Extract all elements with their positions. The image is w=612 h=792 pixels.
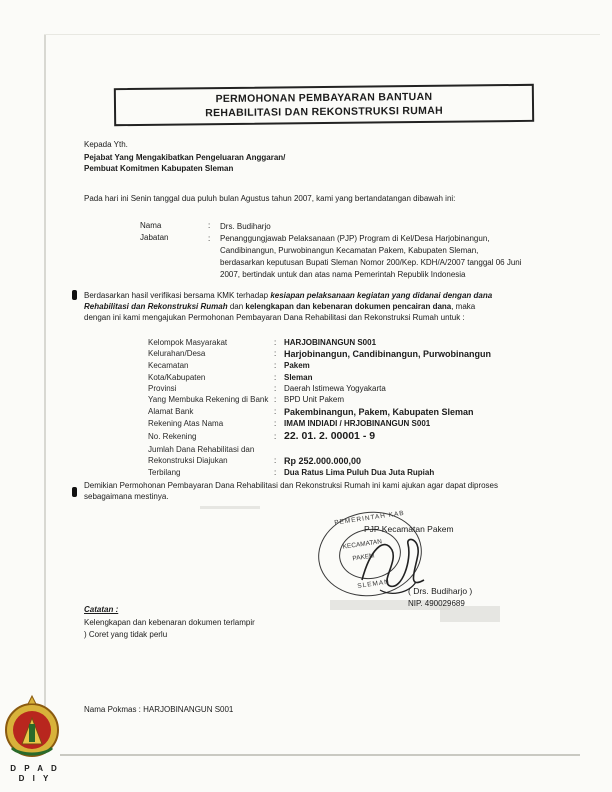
detail-label: Kota/Kabupaten [148,373,206,382]
detail-label: Provinsi [148,384,177,393]
terbilang-value: Dua Ratus Lima Puluh Dua Juta Rupiah [284,468,435,477]
dpad-label [10,764,60,784]
detail-label: No. Rekening [148,432,197,441]
detail-value: Pakembinangun, Pakem, Kabupaten Sleman [284,407,474,417]
page-top-edge [44,34,600,35]
verification-emphasis: Rehabilitasi dan Rekonstruksi Rumah [84,302,228,311]
detail-colon: : [274,349,277,358]
detail-label: Kelompok Masyarakat [148,338,228,347]
detail-value: BPD Unit Pakem [284,395,345,404]
recipient-salutation: Kepada Yth. [84,140,128,149]
detail-colon: : [274,407,277,416]
recipient-line1: Pejabat Yang Mengakibatkan Pengeluaran Anggaran/ [84,153,286,162]
detail-colon: : [274,395,277,404]
nama-value: Drs. Budiharjo [220,222,271,231]
binder-hole-mark [72,290,77,300]
terbilang-label: Terbilang [148,468,181,477]
detail-colon: : [274,338,277,347]
stamp-top-text: PEMERINTAH KAB [333,509,406,527]
document-title-box [114,84,534,126]
detail-value: Harjobinangun, Candibinangun, Purwobinangun [284,349,491,359]
verification-text: dan [227,302,246,311]
document-title-line1: PERMOHONAN PEMBAYARAN BANTUAN [215,90,433,106]
detail-value: Pakem [284,361,310,370]
verification-line2 [84,301,475,312]
opening-statement: Pada hari ini Senin tanggal dua puluh bulan Agustus tahun 2007, kami yang bertandatangan dibawah ini: [84,194,456,203]
amount-label: Rekonstruksi Diajukan [148,456,228,465]
pokmas-name: Nama Pokmas : HARJOBINANGUN S001 [84,705,234,714]
detail-label: Rekening Atas Nama [148,419,224,428]
recipient-line2: Pembuat Komitmen Kabupaten Sleman [84,164,234,173]
closing-line2: sebagaimana mestinya. [84,492,169,501]
notes-line1: Kelengkapan dan kebenaran dokumen terlampir [84,618,255,627]
jabatan-colon: : [208,234,211,243]
detail-value: Daerah Istimewa Yogyakarta [284,384,386,393]
detail-label: Yang Membuka Rekening di Bank [148,395,269,404]
verification-emphasis: kesiapan pelaksanaan kegiatan yang didanai dengan dana [270,291,493,300]
binder-hole-mark [72,487,77,497]
page-left-edge [44,34,46,754]
dpad-diy-logo-icon [0,694,64,762]
verification-text: , maka [451,302,476,311]
page-bottom-rule [60,754,580,756]
detail-colon: : [274,468,277,477]
detail-colon: : [274,361,277,370]
verification-line1 [84,290,492,301]
signer-name: ( Drs. Budiharjo ) [408,586,473,596]
stamp-center-text: KECAMATAN [342,538,383,551]
notes-line2: ) Coret yang tidak perlu [84,630,168,639]
closing-line1: Demikian Permohonan Pembayaran Dana Rehabilitasi dan Rekonstruksi Rumah ini kami ajukan agar dapat diproses [84,481,498,490]
jabatan-label: Jabatan [140,233,169,242]
nama-colon: : [208,221,211,230]
verification-line3: dengan ini kami mengajukan Permohonan Pembayaran Dana Rehabilitasi dan Rekonstruksi Rumah untuk : [84,313,465,322]
detail-colon: : [274,456,277,465]
detail-value: HARJOBINANGUN S001 [284,338,377,347]
jabatan-line: Penanggungjawab Pelaksanaan (PJP) Program di Kel/Desa Harjobinangun, [220,234,490,243]
detail-value: Sleman [284,373,313,382]
detail-colon: : [274,419,277,428]
detail-colon: : [274,384,277,393]
stamp-center-text: PAKEM [352,552,376,563]
signer-nip: NIP. 490029689 [408,599,465,608]
amount-value: Rp 252.000.000,00 [284,456,362,466]
detail-label: Kecamatan [148,361,189,370]
scan-smudge [200,506,260,509]
detail-colon: : [274,373,277,382]
detail-value: IMAM INDIADI / HRJOBINANGUN S001 [284,419,431,428]
document-title-line2: REHABILITASI DAN REKONSTRUKSI RUMAH [205,104,444,120]
signer-role: PJP Kecamatan Pakem [364,524,454,534]
notes-heading: Catatan : [84,605,119,614]
dpad-label-line2: D I Y [18,774,52,783]
detail-label: Kelurahan/Desa [148,349,206,358]
detail-colon: : [274,432,277,441]
jabatan-line: berdasarkan keputusan Bupati Sleman Nomor 200/Kep. KDH/A/2007 tanggal 06 Juni [220,258,522,267]
detail-label: Alamat Bank [148,407,194,416]
jabatan-line: Candibinangun, Purwobinangun Kecamatan Pakem, Kabupaten Sleman, [220,246,479,255]
nama-label: Nama [140,221,162,230]
dpad-label-line1: D P A D [10,764,60,773]
stamp-bottom-text: SLEMAN [356,578,391,591]
verification-text: Berdasarkan hasil verifikasi bersama KMK terhadap [84,291,271,300]
verification-emphasis: kelengkapan dan kebenaran dokumen pencairan dana [245,302,452,311]
jabatan-line: 2007, bertindak untuk dan atas nama Pemerintah Republik Indonesia [220,270,466,279]
amount-label: Jumlah Dana Rehabilitasi dan [148,445,255,454]
account-number: 22. 01. 2. 00001 - 9 [284,430,376,442]
